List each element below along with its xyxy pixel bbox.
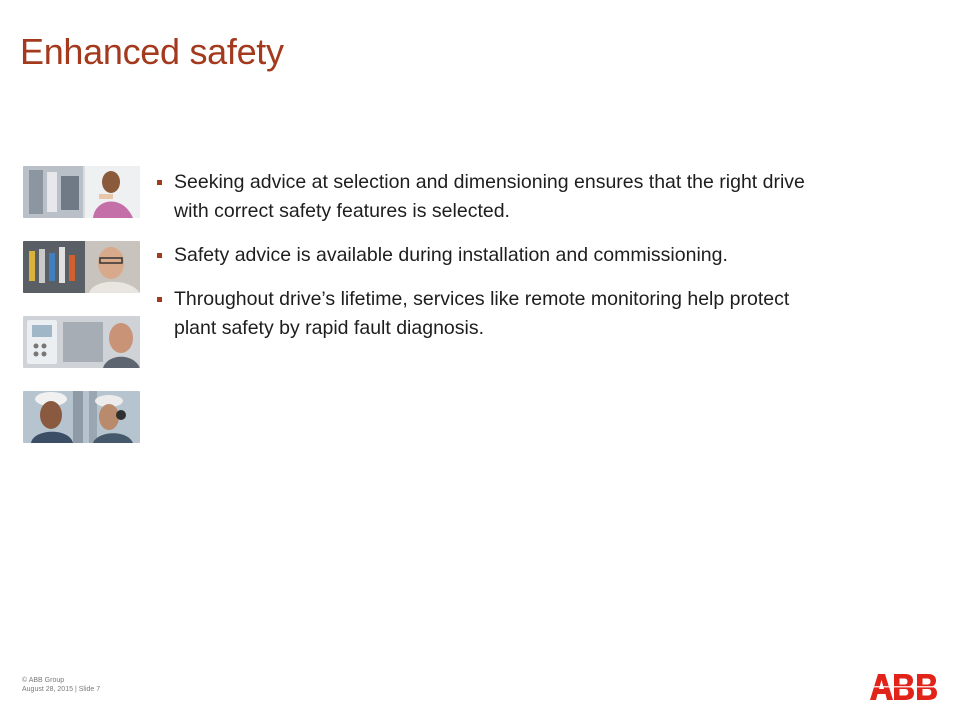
photo-remote-monitoring: [23, 316, 140, 368]
footer-copyright: © ABB Group: [22, 677, 65, 684]
bullet-item: [155, 168, 815, 226]
bullet-item: [155, 241, 815, 270]
slide-footer: [22, 676, 100, 694]
bullet-marker: [157, 297, 162, 302]
photo-strip: [23, 166, 140, 466]
photo-technician-cabinet: [23, 166, 140, 218]
bullet-item: [155, 285, 815, 343]
footer-separator: |: [74, 686, 77, 693]
bullet-text: Safety advice is available during installation and commissioning.: [174, 244, 728, 266]
bullet-text: Seeking advice at selection and dimensioning ensures that the right drive with correct safety features is selected.: [174, 171, 805, 222]
photo-workers-hardhats: [23, 391, 140, 443]
bullet-marker: [157, 180, 162, 185]
bullet-list: [155, 168, 815, 358]
slide-title: Enhanced safety: [20, 31, 284, 72]
bullet-marker: [157, 253, 162, 258]
footer-slide-number: Slide 7: [78, 686, 101, 693]
footer-meta: [22, 685, 100, 694]
abb-logo-mark: [870, 674, 938, 700]
bullet-text: Throughout drive’s lifetime, services like remote monitoring help protect plant safety by rapid fault diagnosis.: [174, 288, 790, 339]
abb-logo: [870, 674, 938, 705]
footer-date: August 28, 2015: [22, 686, 73, 693]
photo-engineer-wiring: [23, 241, 140, 293]
